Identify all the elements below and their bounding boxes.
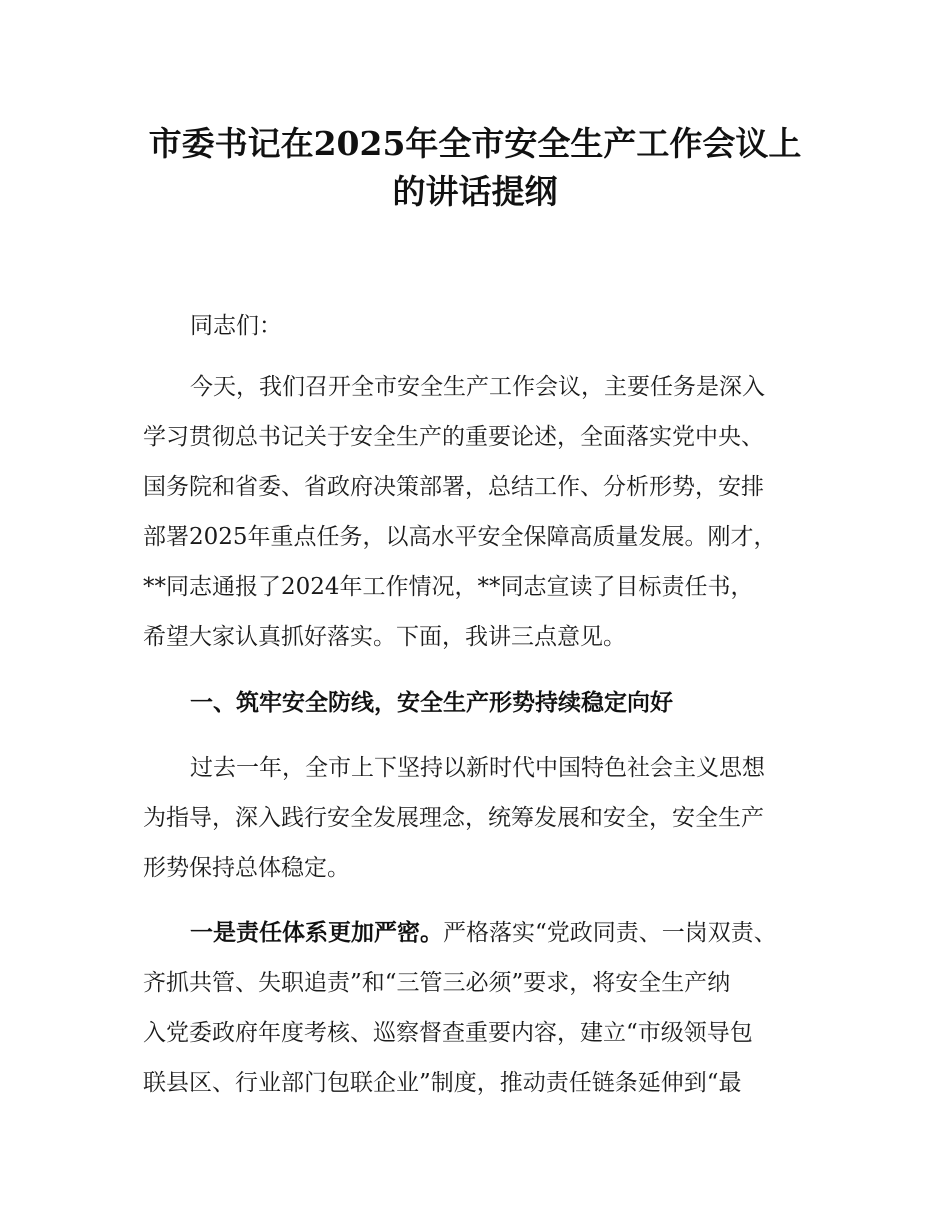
section1-line: 为指导，深入践行安全发展理念，统筹发展和安全，安全生产 (143, 805, 764, 831)
section-heading-1: 一、筑牢安全防线，安全生产形势持续稳定向好 (190, 690, 673, 716)
salutation: 同志们： (190, 313, 282, 339)
intro-line: **同志通报了2024年工作情况，**同志宣读了目标责任书， (143, 574, 754, 600)
document-title-line-1: 市委书记在2025年全市安全生产工作会议上 (148, 124, 802, 163)
intro-line: 今天，我们召开全市安全生产工作会议，主要任务是深入 (190, 374, 765, 400)
intro-line: 学习贯彻总书记关于安全生产的重要论述，全面落实党中央、 (143, 424, 764, 450)
section1-line: 形势保持总体稳定。 (143, 855, 350, 881)
point1-first-line-text: 严格落实“党政同责、一岗双责、 (443, 920, 777, 946)
intro-line: 部署2025年重点任务，以高水平安全保障高质量发展。刚才， (143, 524, 777, 550)
point1-bold-label: 一是责任体系更加严密。 (190, 920, 443, 946)
point1-line: 齐抓共管、失职追责”和“三管三必须”要求，将安全生产纳 (143, 970, 731, 996)
point1-line: 入党委政府年度考核、巡察督查重要内容，建立“市级领导包 (143, 1020, 753, 1046)
document-title-line-2: 的讲话提纲 (392, 172, 558, 211)
point1-first-line (190, 918, 777, 948)
point1-line: 联县区、行业部门包联企业”制度，推动责任链条延伸到“最 (143, 1070, 742, 1096)
intro-line: 希望大家认真抓好落实。下面，我讲三点意见。 (143, 624, 626, 650)
intro-line: 国务院和省委、省政府决策部署，总结工作、分析形势，安排 (143, 474, 764, 500)
section1-line: 过去一年，全市上下坚持以新时代中国特色社会主义思想 (190, 755, 765, 781)
